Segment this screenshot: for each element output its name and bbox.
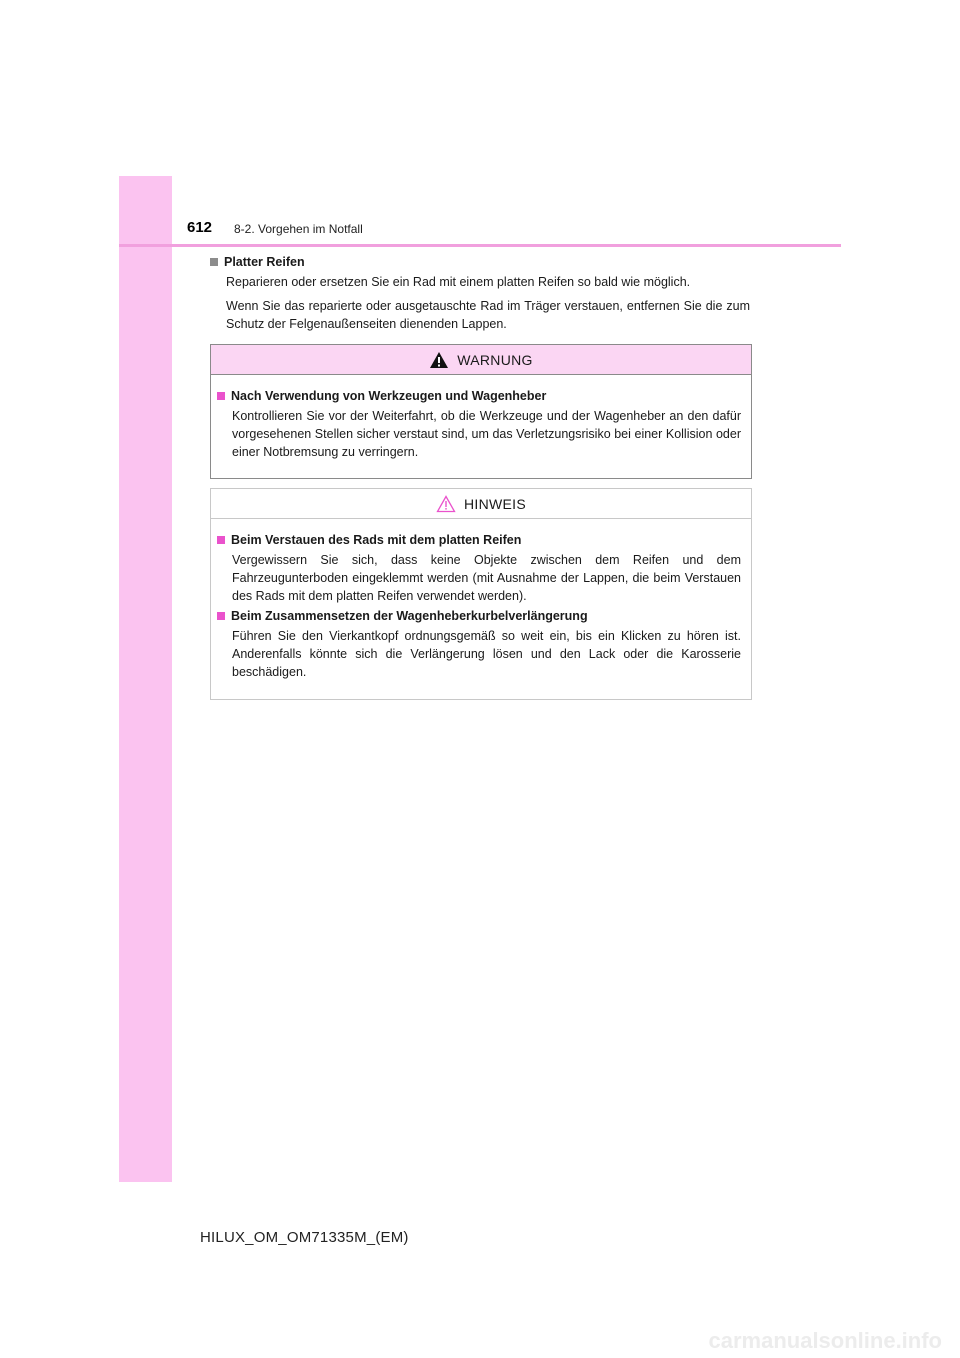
side-tab-bar <box>119 176 172 1182</box>
warning-triangle-icon <box>429 351 449 369</box>
intro-title: Platter Reifen <box>224 255 305 269</box>
notice-item-text: Vergewissern Sie sich, dass keine Objekte zwischen dem Reifen und dem Fahrzeugunterboden eingeklemmt werden (mit Ausnahme der Lappen, die beim Verstauen des Rads mit dem platten Reifen verwendet werden). <box>232 553 741 603</box>
intro-heading <box>210 255 750 269</box>
section-title: 8-2. Vorgehen im Notfall <box>234 222 363 236</box>
notice-triangle-icon <box>436 495 456 513</box>
notice-item-heading <box>217 609 741 623</box>
warning-item-heading <box>217 389 741 403</box>
watermark: carmanualsonline.info <box>708 1328 942 1353</box>
notice-header <box>211 489 751 519</box>
warning-item-text: Kontrollieren Sie vor der Weiterfahrt, ob die Werkzeuge und der Wagenheber an den dafür vorgesehenen Stellen sicher verstaut sind, um das Verletzungsrisiko bei einer Kollision oder einer Notbremsung zu verringern. <box>232 409 741 459</box>
warning-item-title: Nach Verwendung von Werkzeugen und Wagenheber <box>231 389 547 403</box>
notice-item-heading <box>217 533 741 547</box>
warning-box <box>210 344 752 479</box>
square-bullet-icon <box>217 612 225 620</box>
warning-header <box>211 345 751 375</box>
header-rule <box>119 244 841 247</box>
document-code: HILUX_OM_OM71335M_(EM) <box>200 1229 409 1246</box>
square-bullet-icon <box>210 258 218 266</box>
notice-box <box>210 488 752 700</box>
page-number: 612 <box>187 219 213 236</box>
warning-body <box>211 375 751 461</box>
intro-paragraph: Reparieren oder ersetzen Sie ein Rad mit einem platten Reifen so bald wie möglich. <box>226 275 691 289</box>
square-bullet-icon <box>217 392 225 400</box>
notice-label: HINWEIS <box>464 495 526 512</box>
notice-item-text: Führen Sie den Vierkantkopf ordnungsgemäß so weit ein, bis ein Klicken zu hören ist. Anderenfalls könnte sich die Verlängerung lösen und den Lack oder die Karosserie beschädigen. <box>232 629 741 679</box>
notice-item-title: Beim Verstauen des Rads mit dem platten Reifen <box>231 533 522 547</box>
notice-item-title: Beim Zusammensetzen der Wagenheberkurbelverlängerung <box>231 609 588 623</box>
warning-label: WARNUNG <box>457 351 533 368</box>
notice-body <box>211 519 751 681</box>
intro-section <box>210 255 750 339</box>
square-bullet-icon <box>217 536 225 544</box>
intro-paragraph: Wenn Sie das reparierte oder ausgetauschte Rad im Träger verstauen, entfernen Sie die zum Schutz der Felgenaußenseiten dienenden Lappen. <box>226 299 750 331</box>
